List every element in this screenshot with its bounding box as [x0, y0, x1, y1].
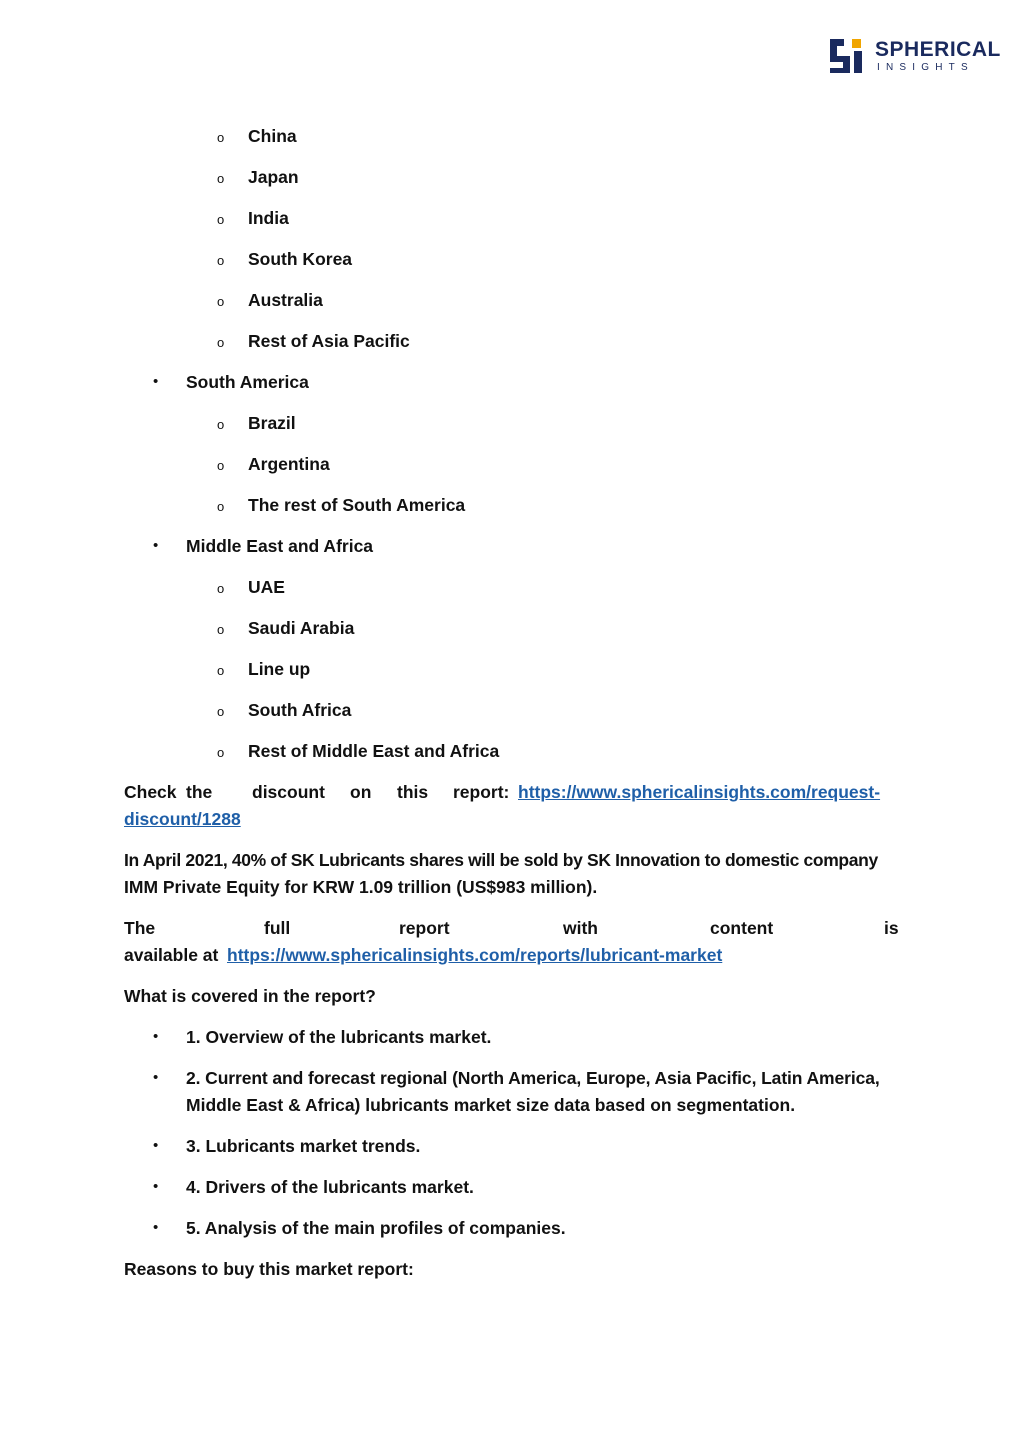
sub-bullet-icon: o: [217, 499, 225, 514]
sub-bullet-icon: o: [217, 171, 225, 186]
discount-link[interactable]: https://www.sphericalinsights.com/request-: [518, 782, 881, 802]
full-report-word: is: [884, 918, 899, 938]
news-line: In April 2021, 40% of SK Lubricants shares will be sold by SK Innovation to domestic company: [124, 850, 878, 870]
discount-word: report:: [453, 782, 510, 802]
list-item: UAE: [248, 577, 285, 597]
list-item: Brazil: [248, 413, 296, 433]
sub-bullet-icon: o: [217, 294, 225, 309]
full-report-word: report: [399, 918, 450, 938]
list-item-continued: Middle East & Africa) lubricants market size data based on segmentation.: [186, 1095, 796, 1115]
region-label: Middle East and Africa: [186, 536, 374, 556]
list-item: China: [248, 126, 297, 146]
list-item: 1. Overview of the lubricants market.: [186, 1027, 492, 1047]
bullet-icon: •: [153, 1069, 159, 1086]
list-item: South Africa: [248, 700, 352, 720]
region-label: South America: [186, 372, 309, 392]
bullet-icon: •: [153, 537, 159, 554]
full-report-word: with: [563, 918, 598, 938]
list-item: The rest of South America: [248, 495, 466, 515]
full-report-word: full: [264, 918, 291, 938]
bullet-icon: •: [153, 1028, 159, 1045]
sub-bullet-icon: o: [217, 704, 225, 719]
list-item: Line up: [248, 659, 311, 679]
list-item: 5. Analysis of the main profiles of companies.: [186, 1218, 566, 1238]
list-item: Australia: [248, 290, 323, 310]
sub-bullet-icon: o: [217, 335, 225, 350]
list-item: 2. Current and forecast regional (North America, Europe, Asia Pacific, Latin America,: [186, 1068, 880, 1088]
full-report-prefix: available at: [124, 945, 219, 965]
bullet-icon: •: [153, 1178, 159, 1195]
logo-tagline: INSIGHTS: [877, 62, 974, 73]
sub-bullet-icon: o: [217, 417, 225, 432]
discount-word: the: [186, 782, 213, 802]
reasons-heading: Reasons to buy this market report:: [124, 1259, 414, 1279]
discount-word: discount: [252, 782, 325, 802]
sub-bullet-icon: o: [217, 622, 225, 637]
bullet-icon: •: [153, 373, 159, 390]
sub-bullet-icon: o: [217, 130, 225, 145]
sub-bullet-icon: o: [217, 581, 225, 596]
sub-bullet-icon: o: [217, 253, 225, 268]
full-report-link[interactable]: https://www.sphericalinsights.com/reports/lubricant-market: [227, 945, 723, 965]
list-item: Rest of Middle East and Africa: [248, 741, 500, 761]
list-item: Argentina: [248, 454, 330, 474]
list-item: 3. Lubricants market trends.: [186, 1136, 421, 1156]
list-item: 4. Drivers of the lubricants market.: [186, 1177, 474, 1197]
discount-link-continued[interactable]: discount/1288: [124, 809, 241, 829]
bullet-icon: •: [153, 1219, 159, 1236]
sub-bullet-icon: o: [217, 663, 225, 678]
logo-mark-icon: [830, 39, 866, 75]
bullet-icon: •: [153, 1137, 159, 1154]
discount-word: on: [350, 782, 372, 802]
logo-name: SPHERICAL: [875, 38, 1001, 61]
sub-bullet-icon: o: [217, 212, 225, 227]
spherical-insights-logo: [830, 38, 1001, 78]
full-report-word: content: [710, 918, 774, 938]
news-line: IMM Private Equity for KRW 1.09 trillion (US$983 million).: [124, 877, 598, 897]
list-item: Saudi Arabia: [248, 618, 355, 638]
discount-word: this: [397, 782, 429, 802]
list-item: South Korea: [248, 249, 353, 269]
covered-heading: What is covered in the report?: [124, 986, 376, 1006]
list-item: India: [248, 208, 289, 228]
discount-word: Check: [124, 782, 177, 802]
list-item: Japan: [248, 167, 299, 187]
sub-bullet-icon: o: [217, 745, 225, 760]
full-report-word: The: [124, 918, 156, 938]
sub-bullet-icon: o: [217, 458, 225, 473]
list-item: Rest of Asia Pacific: [248, 331, 410, 351]
